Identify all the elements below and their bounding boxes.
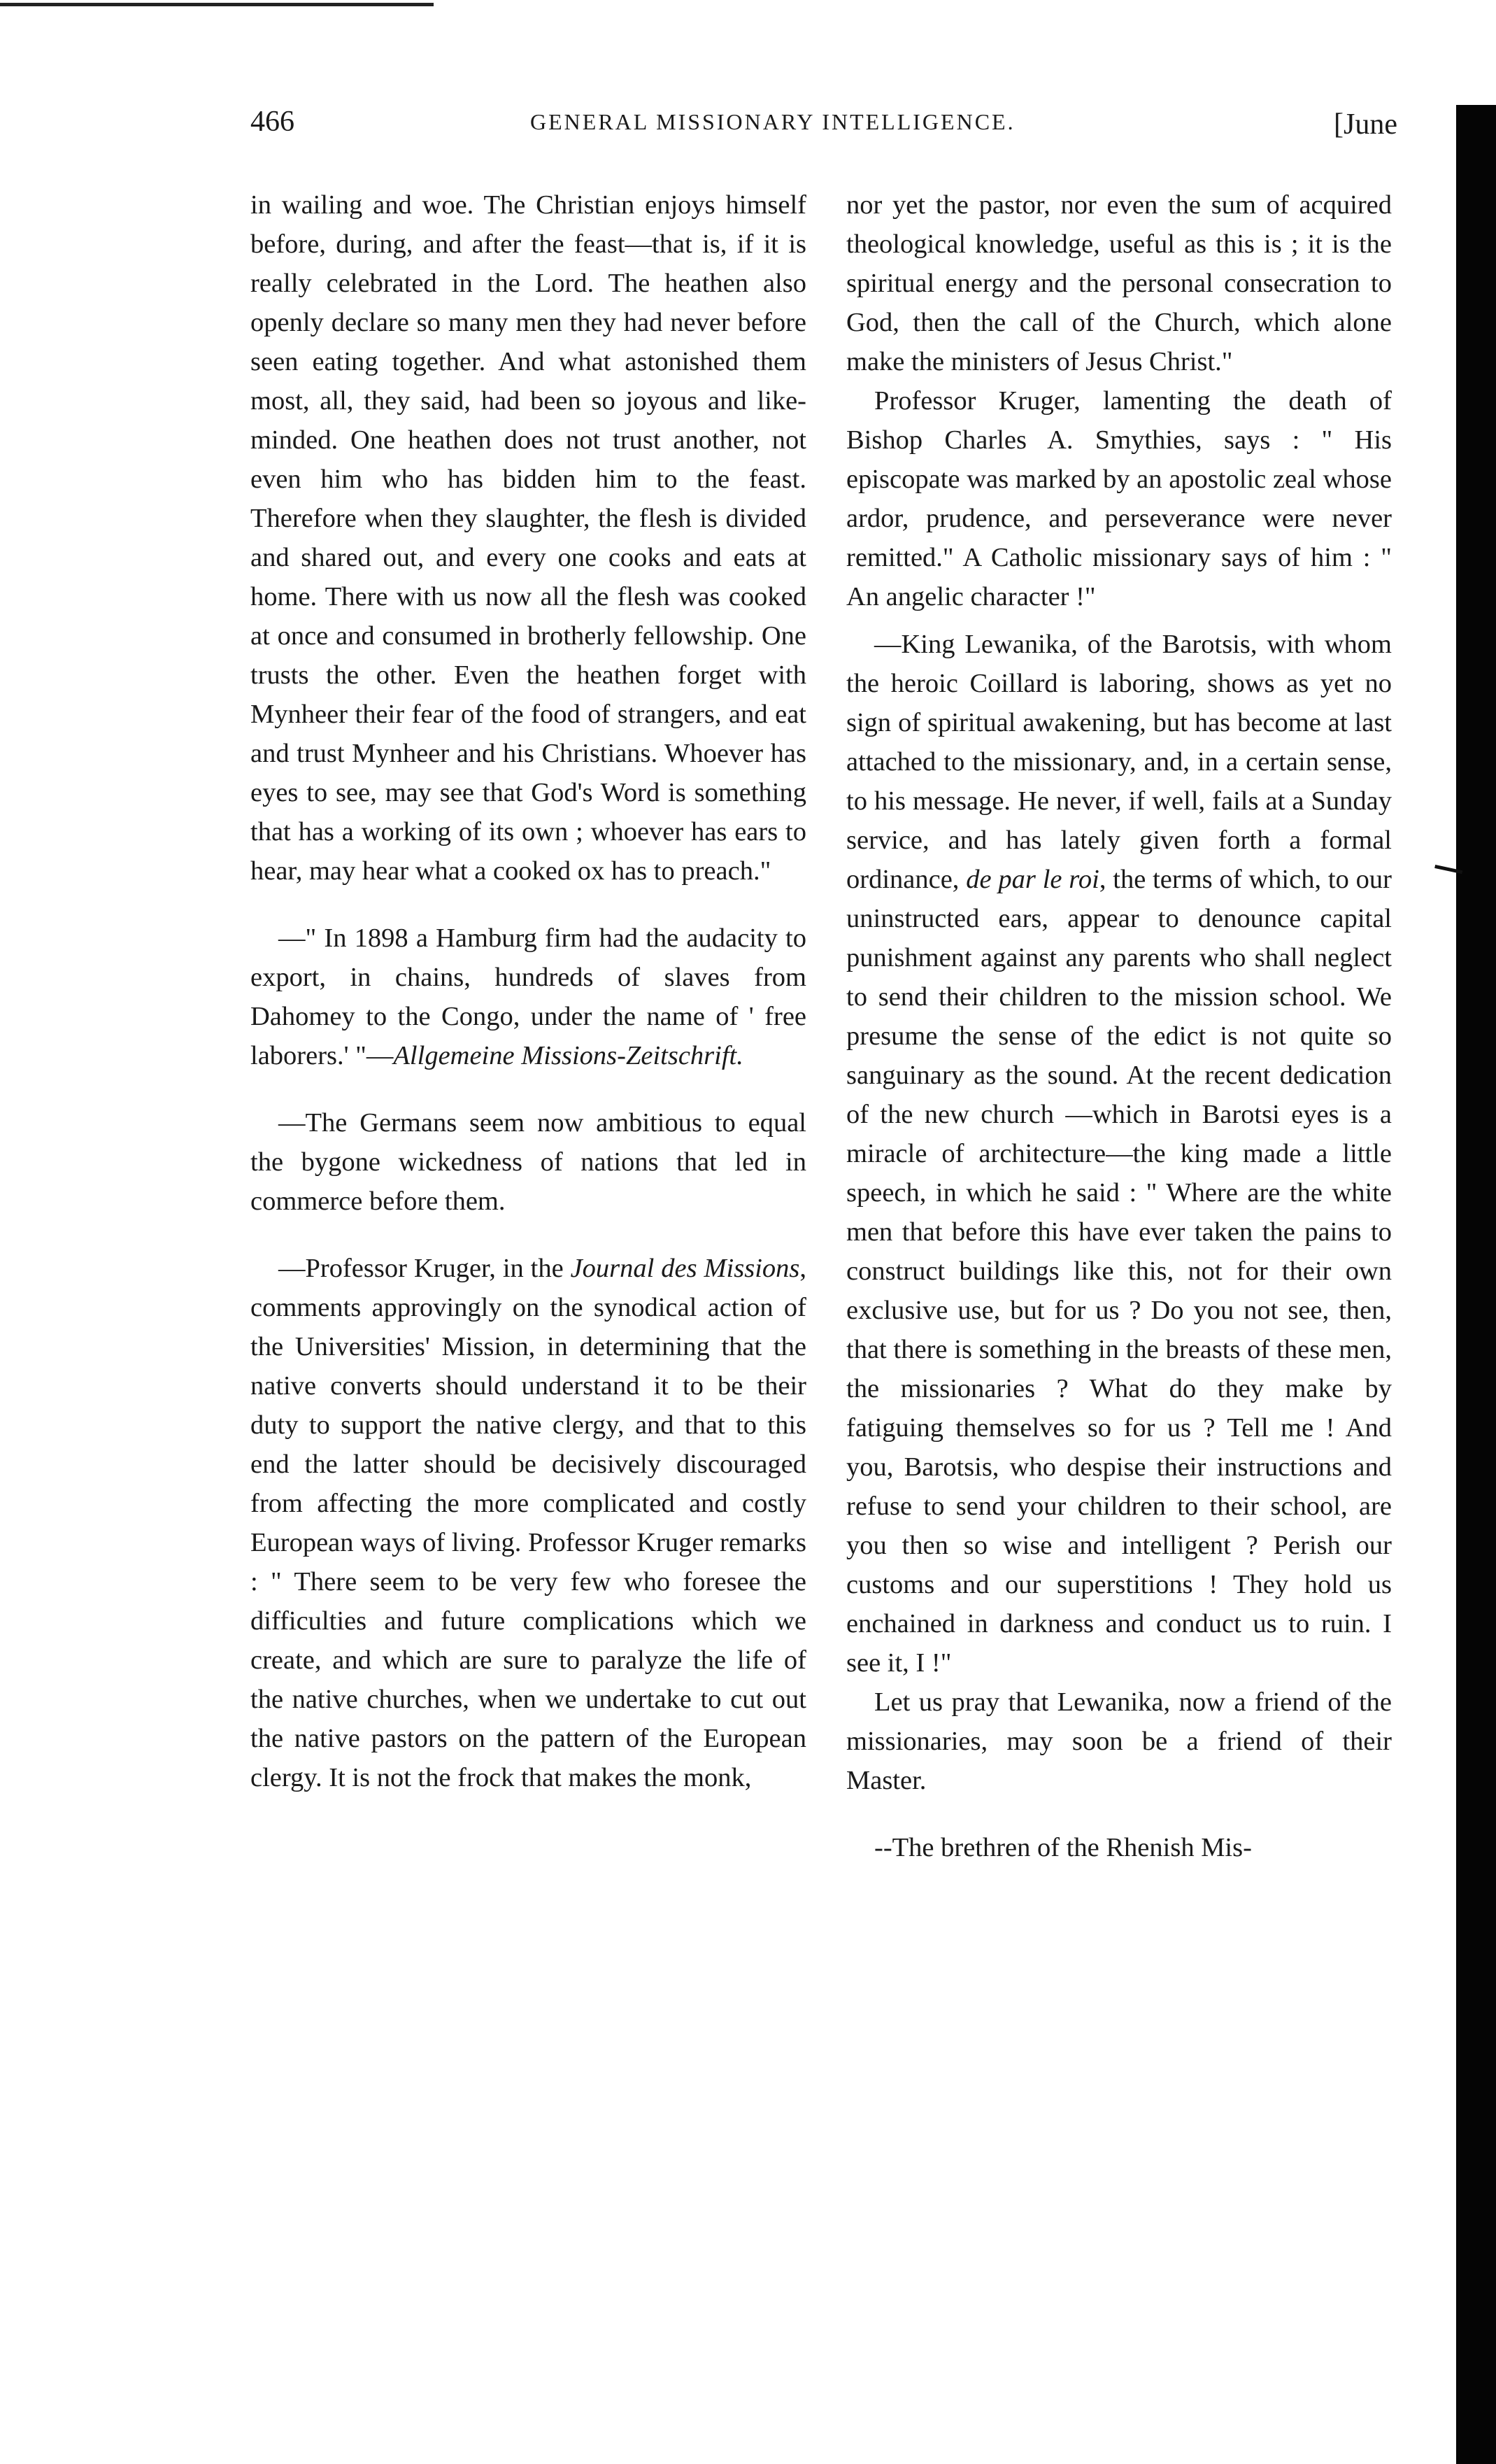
paragraph-text: —" In 1898 a Hamburg firm had the audacity to export, in chains, hundreds of slaves from Dahomey to the Congo, under the name of ' free laborers.' "— (250, 923, 806, 1070)
paragraph-text: , comments approvingly on the synodical action of the Universities' Mission, in determining that the native converts should understand it to be their duty to support the native clergy, and that to this end the latter should be decisively discouraged from affecting the more complicated and costly European ways of living. Professor Kruger remarks : " There seem to be very few who foresee the difficulties and future complications which we create, and which are sure to paralyze the life of the native churches, when we undertake to cut out the native pastors on the pattern of the European clergy. It is not the frock that makes the monk, (250, 1254, 806, 1792)
top-rule (0, 3, 434, 6)
paragraph: nor yet the pastor, nor even the sum of acquired theological knowledge, useful as this is ; it is the spiritual energy and the personal consecration to God, then the call of the Church, which alone make the ministers of Jesus Christ." (846, 190, 1392, 376)
running-head: GENERAL MISSIONARY INTELLIGENCE. (530, 109, 1016, 134)
paragraph-text: —King Lewanika, of the Barotsis, with whom the heroic Coillard is laboring, shows as yet no sign of spiritual awakening, but has become at last attached to the missionary, and, in a certain sense, to his message. He never, if well, fails at a Sunday service, and has lately given forth a formal ordinance, (846, 630, 1392, 894)
paragraph (846, 625, 1392, 1683)
paragraph: Let us pray that Lewanika, now a friend of the missionaries, may soon be a friend of their Master. (846, 1687, 1392, 1795)
paragraph: —The Germans seem now ambitious to equal the bygone wickedness of nations that led in commerce before them. (250, 1108, 806, 1216)
left-column (250, 185, 806, 1797)
paragraph (250, 1249, 806, 1797)
header-month: [June (1334, 108, 1397, 141)
paragraph: Professor Kruger, lamenting the death of Bishop Charles A. Smythies, says : " His episcopate was marked by an apostolic zeal whose ardor, prudence, and perseverance were never remitted." A Catholic missionary says of him : " An angelic character !" (846, 386, 1392, 611)
scan-edge-border (1456, 105, 1496, 2464)
source-citation: Allgemeine Missions-Zeitschrift. (393, 1041, 743, 1070)
journal-title: Journal des Missions (570, 1254, 800, 1283)
paragraph: --The brethren of the Rhenish Mis- (874, 1833, 1252, 1862)
paragraph (250, 919, 806, 1075)
italic-phrase: de par le roi (966, 865, 1099, 894)
paragraph-text: , the terms of which, to our uninstructed ears, appear to denounce capital punishment against any parents who shall neglect to send their children to the mission school. We presume the sense of the edict is not quite so sanguinary as the sound. At the recent dedication of the new church —which in Barotsi eyes is a miracle of architecture—the king made a little speech, in which he said : " Where are the white men that before this have ever taken the pains to construct buildings like this, not for their own exclusive use, but for us ? Do you not see, then, that there is something in the breasts of these men, the missionaries ? What do they make by fatiguing themselves so for us ? Tell me ! And you, Barotsis, who despise their instructions and refuse to send your children to their school, are you then so wise and intelligent ? Perish our customs and our superstitions ! They hold us enchained in darkness and conduct us to ruin. I see it, I !" (846, 865, 1392, 1678)
paragraph: in wailing and woe. The Christian enjoys himself before, during, and after the feast—that is, if it is really celebrated in the Lord. The heathen also openly declare so many men they had never before seen eating together. And what astonished them most, all, they said, had been so joyous and like-minded. One heathen does not trust another, not even him who has bidden him to the feast. Therefore when they slaughter, the flesh is divided and shared out, and every one cooks and eats at home. There with us now all the flesh was cooked at once and consumed in brotherly fellowship. One trusts the other. Even the heathen forget with Mynheer their fear of the food of strangers, and eat and trust Mynheer and his Christians. Whoever has eyes to see, may see that God's Word is something that has a working of its own ; whoever has ears to hear, may hear what a cooked ox has to preach." (250, 190, 806, 886)
page-number: 466 (250, 106, 294, 138)
right-column (846, 185, 1392, 1867)
paragraph-text: —Professor Kruger, in the (278, 1254, 571, 1283)
page-header (250, 105, 1397, 147)
